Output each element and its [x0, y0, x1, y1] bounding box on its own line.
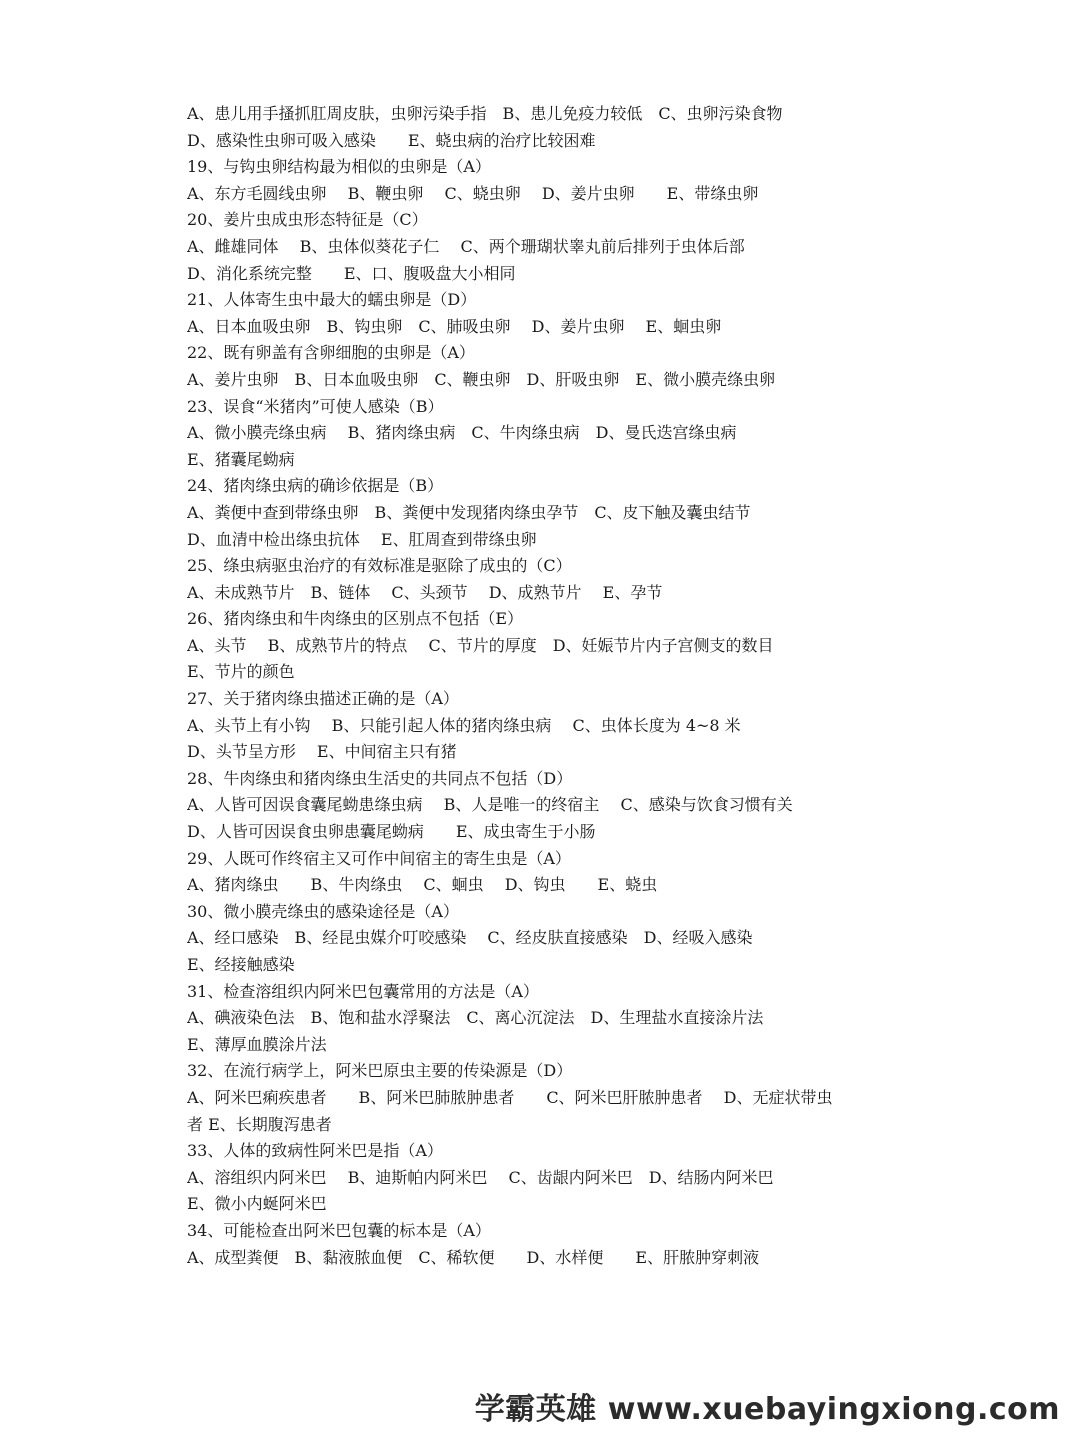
question-stem: 23、误食“米猪肉”可使人感染（B）	[187, 396, 444, 416]
question-stem: 30、微小膜壳绦虫的感染途径是（A）	[187, 901, 459, 921]
question-stem: 26、猪肉绦虫和牛肉绦虫的区别点不包括（E）	[187, 609, 524, 629]
question-stem: 28、牛肉绦虫和猪肉绦虫生活史的共同点不包括（D）	[187, 768, 573, 788]
text-line: A、患儿用手搔抓肛周皮肤，虫卵污染手指 B、患儿免疫力较低 C、虫卵污染食物	[187, 104, 783, 123]
text-line: D、消化系统完整 E、口、腹吸盘大小相同	[187, 263, 516, 283]
question-stem: 21、人体寄生虫中最大的蠕虫卵是（D）	[187, 290, 477, 310]
text-line: E、薄厚血膜涂片法	[187, 1034, 327, 1054]
text-line: A、未成熟节片 B、链体 C、头颈节 D、成熟节片 E、孕节	[187, 582, 663, 602]
question-stem: 19、与钩虫卵结构最为相似的虫卵是（A）	[187, 157, 491, 177]
text-line: A、日本血吸虫卵 B、钩虫卵 C、肺吸虫卵 D、姜片虫卵 E、蛔虫卵	[187, 316, 722, 336]
text-line: 者 E、长期腹泻患者	[187, 1114, 332, 1134]
text-line: D、人皆可因误食虫卵患囊尾蚴病 E、成虫寄生于小肠	[187, 822, 596, 842]
text-line: A、成型粪便 B、黏液脓血便 C、稀软便 D、水样便 E、肝脓肿穿刺液	[187, 1247, 760, 1267]
text-line: A、头节 B、成熟节片的特点 C、节片的厚度 D、妊娠节片内子宫侧支的数目	[187, 635, 774, 655]
question-stem: 25、绦虫病驱虫治疗的有效标准是驱除了成虫的（C）	[187, 556, 572, 576]
text-line: E、猪囊尾蚴病	[187, 449, 295, 469]
text-line: A、人皆可因误食囊尾蚴患绦虫病 B、人是唯一的终宿主 C、感染与饮食习惯有关	[187, 795, 793, 815]
text-line: A、阿米巴痢疾患者 B、阿米巴肺脓肿患者 C、阿米巴肝脓肿患者 D、无症状带虫	[187, 1087, 833, 1107]
text-line: A、碘液染色法 B、饱和盐水浮聚法 C、离心沉淀法 D、生理盐水直接涂片法	[187, 1008, 764, 1028]
question-stem: 22、既有卵盖有含卵细胞的虫卵是（A）	[187, 343, 475, 363]
text-line: A、猪肉绦虫 B、牛肉绦虫 C、蛔虫 D、钩虫 E、蛲虫	[187, 875, 658, 895]
question-stem: 31、检查溶组织内阿米巴包囊常用的方法是（A）	[187, 981, 539, 1001]
text-line: A、头节上有小钩 B、只能引起人体的猪肉绦虫病 C、虫体长度为 4~8 米	[187, 715, 741, 735]
question-stem: 33、人体的致病性阿米巴是指（A）	[187, 1141, 443, 1161]
question-stem: 34、可能检查出阿米巴包囊的标本是（A）	[187, 1220, 491, 1240]
question-stem: 27、关于猪肉绦虫描述正确的是（A）	[187, 689, 459, 709]
text-line: D、感染性虫卵可吸入感染 E、蛲虫病的治疗比较困难	[187, 130, 596, 150]
question-stem: 29、人既可作终宿主又可作中间宿主的寄生虫是（A）	[187, 848, 571, 868]
text-line: A、微小膜壳绦虫病 B、猪肉绦虫病 C、牛肉绦虫病 D、曼氏迭宫绦虫病	[187, 423, 737, 443]
text-line: A、溶组织内阿米巴 B、迪斯帕内阿米巴 C、齿龈内阿米巴 D、结肠内阿米巴	[187, 1167, 774, 1187]
text-line: A、雌雄同体 B、虫体似葵花子仁 C、两个珊瑚状睾丸前后排列于虫体后部	[187, 236, 745, 256]
text-line: D、血清中检出绦虫抗体 E、肛周查到带绦虫卵	[187, 529, 537, 549]
text-line: A、经口感染 B、经昆虫媒介叮咬感染 C、经皮肤直接感染 D、经吸入感染	[187, 928, 753, 948]
text-line: E、经接触感染	[187, 955, 295, 974]
text-line: D、头节呈方形 E、中间宿主只有猪	[187, 742, 457, 762]
text-line: A、姜片虫卵 B、日本血吸虫卵 C、鞭虫卵 D、肝吸虫卵 E、微小膜壳绦虫卵	[187, 369, 776, 389]
question-stem: 32、在流行病学上，阿米巴原虫主要的传染源是（D）	[187, 1061, 573, 1081]
question-text-block	[187, 101, 907, 1271]
question-stem: 24、猪肉绦虫病的确诊依据是（B）	[187, 476, 444, 496]
text-line: E、微小内蜒阿米巴	[187, 1194, 327, 1214]
question-stem: 20、姜片虫成虫形态特征是（C）	[187, 210, 428, 230]
text-line: A、东方毛圆线虫卵 B、鞭虫卵 C、蛲虫卵 D、姜片虫卵 E、带绦虫卵	[187, 183, 759, 203]
site-watermark: 学霸英雄 www.xuebayingxiong.com	[474, 1392, 1060, 1427]
text-line: E、节片的颜色	[187, 662, 295, 682]
text-line: A、粪便中查到带绦虫卵 B、粪便中发现猪肉绦虫孕节 C、皮下触及囊虫结节	[187, 502, 751, 522]
